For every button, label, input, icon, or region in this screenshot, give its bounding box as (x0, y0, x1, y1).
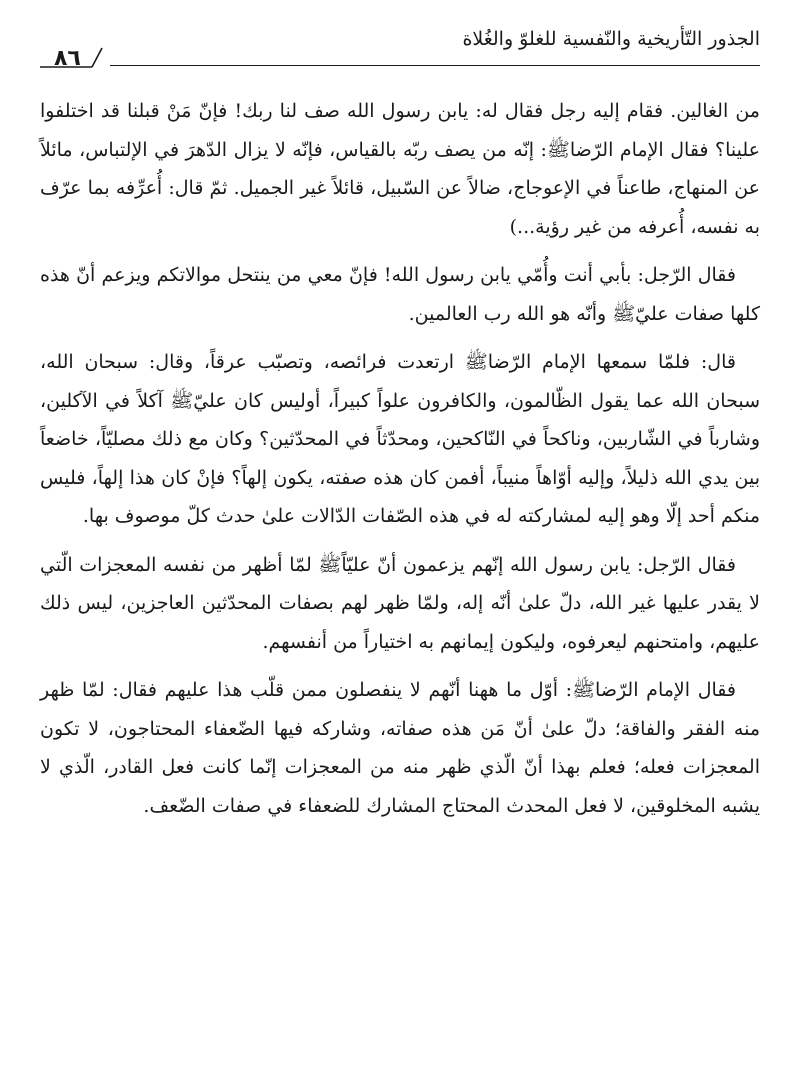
body-text (40, 92, 760, 835)
paragraph: فقال الرّجل: يابن رسول الله إنّهم يزعمون أنّ عليّاًﷺ لمّا أظهر من نفسه المعجزات الّتي لا يقدر عليها غير الله، دلّ علىٰ أنّه إله، ولمّا ظهر لهم بصفات المحدّثين العاجزين، ليس ذلك عليهم، وامتحنهم ليعرفوه، وليكون إيمانهم به اختياراً من أنفسهم. (40, 553, 760, 653)
paragraph: فقال الرّجل: بأبي أنت وأُمّي يابن رسول الله! فإنّ معي من ينتحل موالاتكم ويزعم أنّ هذه كلها صفات عليّﷺ وأنّه هو الله رب العالمين. (40, 264, 760, 325)
header-rule (110, 65, 760, 66)
header-title: الجذور التّأريخية والنّفسية للغلوّ والغُلاة (462, 28, 760, 50)
running-header (40, 22, 760, 72)
page-number: ٨٦ (54, 46, 81, 71)
paragraph: من الغالين. فقام إليه رجل فقال له: يابن رسول الله صف لنا ربك! فإنّ مَنْ قبلنا قد اختلفوا علينا؟ فقال الإمام الرّضاﷺ: إنّه من يصف ربّه بالقياس، فإنّه لا يزال الدّهرَ في الإلتباس، مائلاً عن المنهاج، طاعناً في الإعوجاج، ضالاً عن السّبيل، قائلاً غير الجميل. ثمّ قال: أُعرِّفه بما عرّف به نفسه، أُعرفه من غير رؤية...) (40, 100, 760, 238)
paragraph: قال: فلمّا سمعها الإمام الرّضاﷺ ارتعدت فرائصه، وتصبّب عرقاً، وقال: سبحان الله، سبحان الله عما يقول الظّالمون، والكافرون علواً كبيراً، أوليس كان عليّﷺ آكلاً في الآكلين، وشارباً في الشّاربين، وناكحاً في النّاكحين، ومحدّثاً في المحدّثين؟ وكان مع ذلك مصليّاً، خاضعاً بين يدي الله ذليلاً، وإليه أوّاهاً منيباً، أفمن كان هذه صفته، يكون إلهاً؟ فإنْ كان هذا إلهاً، فليس منكم أحد إلّا وهو إليه لمشاركته له في هذه الصّفات الدّالات علىٰ حدث كلّ موصوف بها. (40, 351, 760, 527)
paragraph: فقال الإمام الرّضاﷺ: أوّل ما ههنا أنّهم لا ينفصلون ممن قلّب هذا عليهم فقال: لمّا ظهر منه الفقر والفاقة؛ دلّ علىٰ أنّ مَن هذه صفاته، وشاركه فيها الضّعفاء المحتاجون، لا تكون المعجزات فعله؛ فعلم بهذا أنّ الّذي ظهر منه من المعجزات إنّما كانت فعل القادر، الّذي لا يشبه المخلوقين، لا فعل المحدث المحتاج المشارك للضعفاء في صفات الضّعف. (40, 679, 760, 817)
page-number-box (40, 46, 106, 72)
